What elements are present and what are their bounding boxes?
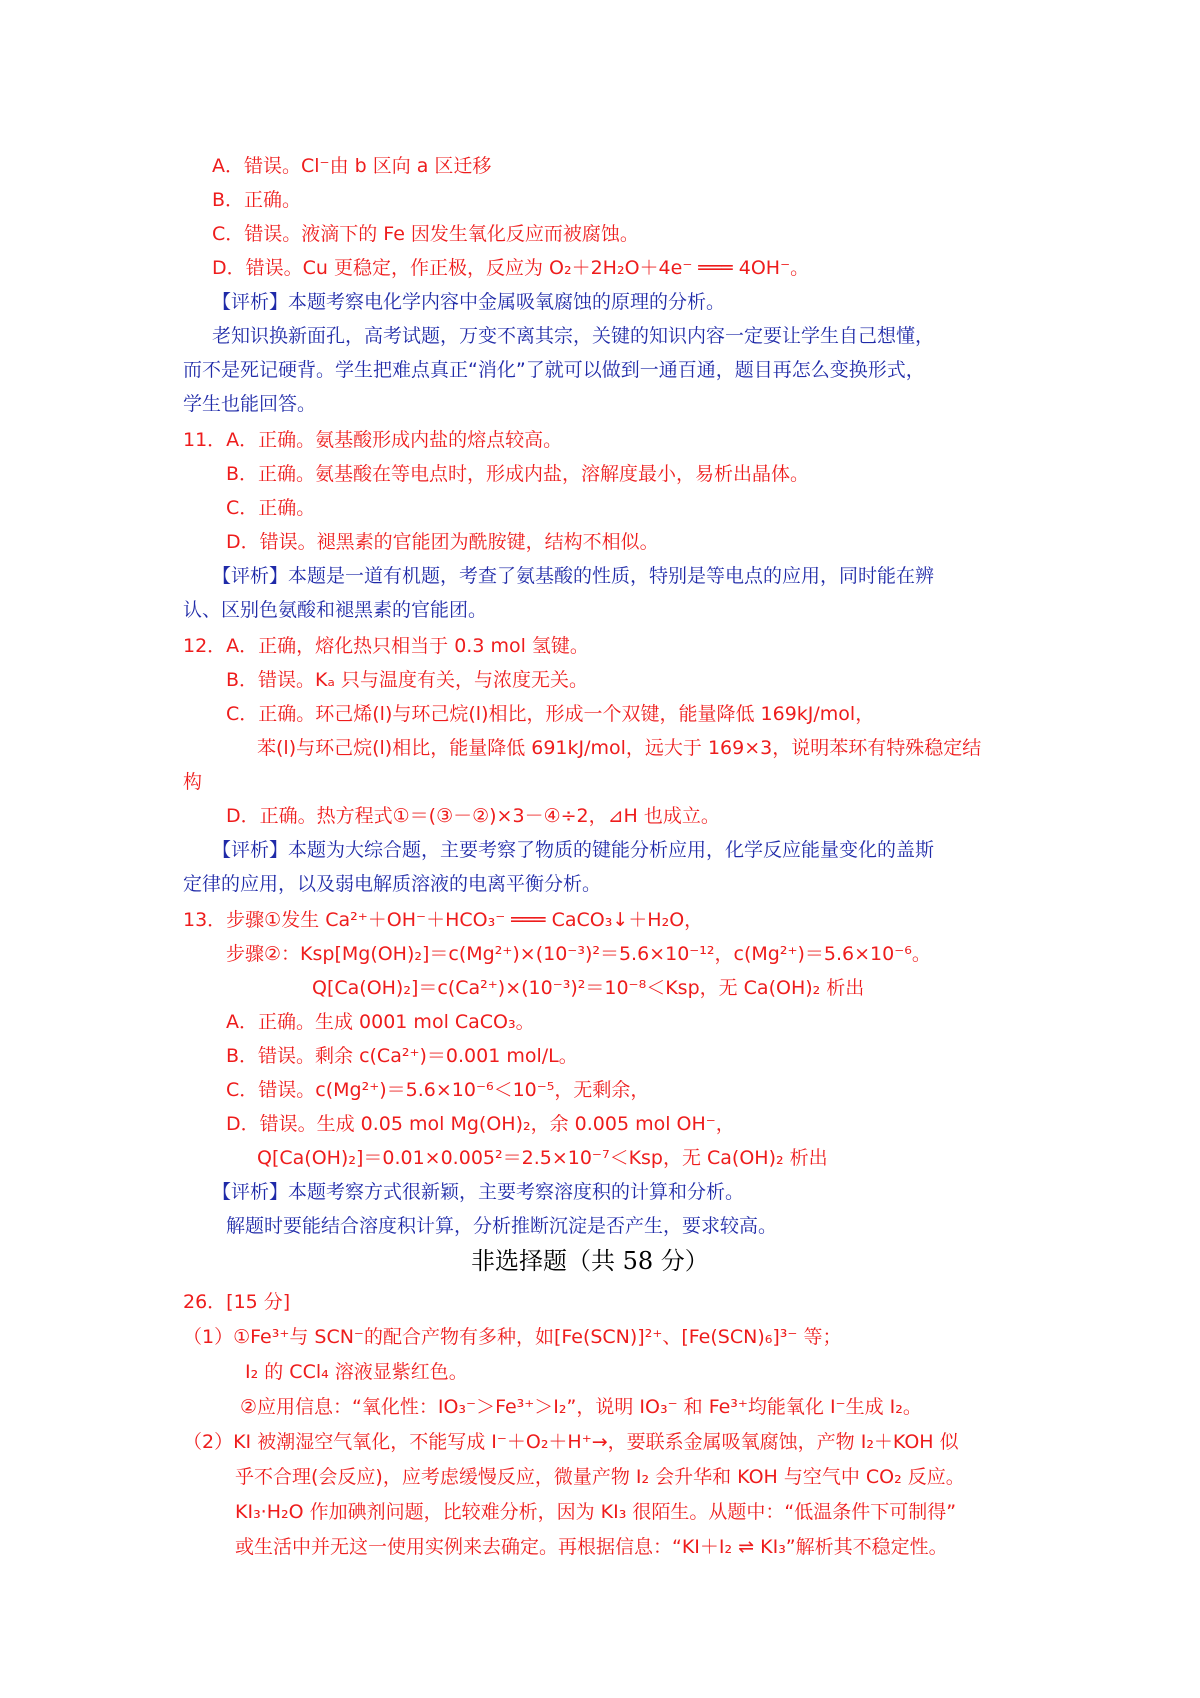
q12-option-a: 12．A．正确，熔化热只相当于 0.3 mol 氢键。 — [183, 635, 589, 657]
q26-part2-cont: 或生活中并无这一使用实例来去确定。再根据信息：“KI＋I₂ ⇌ KI₃”解析其不稳定性。 — [235, 1536, 948, 1558]
q26-part2-cont: KI₃·H₂O 作加碘剂问题，比较难分析，因为 KI₃ 很陌生。从题中：“低温条件下可制得” — [235, 1501, 957, 1523]
q12-commentary: 定律的应用，以及弱电解质溶液的电离平衡分析。 — [183, 873, 602, 895]
q26-part1-cont: I₂ 的 CCl₄ 溶液显紫红色。 — [245, 1361, 468, 1383]
q26-part2: （2）KI 被潮湿空气氧化，不能写成 I⁻＋O₂＋H⁺→，要联系金属吸氧腐蚀，产物 I₂＋KOH 似 — [183, 1431, 959, 1453]
q26-part1: （1）①Fe³⁺与 SCN⁻的配合产物有多种，如[Fe(SCN)]²⁺、[Fe(SCN)₆]³⁻ 等； — [183, 1326, 842, 1348]
q12-option-c-cont: 苯(l)与环己烷(l)相比，能量降低 691kJ/mol，远大于 169×3，说明苯环有特殊稳定结 — [257, 737, 982, 759]
q11-option-c: C．正确。 — [226, 497, 316, 519]
q13-option-b: B．错误。剩余 c(Ca²⁺)＝0.001 mol/L。 — [226, 1045, 578, 1067]
commentary-line: 老知识换新面孔，高考试题，万变不离其宗，关键的知识内容一定要让学生自己想懂， — [212, 325, 935, 347]
option-d-line: D．错误。Cu 更稳定，作正极，反应为 O₂＋2H₂O＋4e⁻ ═══ 4OH⁻。 — [212, 257, 810, 279]
q12-commentary: 【评析】本题为大综合题，主要考察了物质的键能分析应用，化学反应能量变化的盖斯 — [212, 839, 935, 861]
q11-option-b: B．正确。氨基酸在等电点时，形成内盐，溶解度最小，易析出晶体。 — [226, 463, 810, 485]
option-a-line: A．错误。Cl⁻由 b 区向 a 区迁移 — [212, 155, 492, 177]
q26-part2-cont: 乎不合理(会反应)，应考虑缓慢反应，微量产物 I₂ 会升华和 KOH 与空气中 CO₂ 反应。 — [235, 1466, 965, 1488]
commentary-line: 【评析】本题考察电化学内容中金属吸氧腐蚀的原理的分析。 — [212, 291, 726, 313]
q13-step-1: 13．步骤①发生 Ca²⁺＋OH⁻＋HCO₃⁻ ═══ CaCO₃↓＋H₂O， — [183, 909, 704, 931]
q13-option-d-cont: Q[Ca(OH)₂]＝0.01×0.005²＝2.5×10⁻⁷＜Ksp，无 Ca(OH)₂ 析出 — [257, 1147, 828, 1169]
q13-step-2-cont: Q[Ca(OH)₂]＝c(Ca²⁺)×(10⁻³)²＝10⁻⁸＜Ksp，无 Ca(OH)₂ 析出 — [312, 977, 865, 999]
q11-option-a: 11．A．正确。氨基酸形成内盐的熔点较高。 — [183, 429, 563, 451]
q13-option-c: C．错误。c(Mg²⁺)＝5.6×10⁻⁶＜10⁻⁵，无剩余， — [226, 1079, 650, 1101]
q11-commentary: 【评析】本题是一道有机题，考查了氨基酸的性质，特别是等电点的应用，同时能在辨 — [212, 565, 935, 587]
option-c-line: C．错误。液滴下的 Fe 因发生氧化反应而被腐蚀。 — [212, 223, 639, 245]
q26-title: 26．[15 分] — [183, 1291, 291, 1313]
q13-step-2: 步骤②：Ksp[Mg(OH)₂]＝c(Mg²⁺)×(10⁻³)²＝5.6×10⁻¹²，c(Mg²⁺)＝5.6×10⁻⁶。 — [226, 943, 931, 965]
q26-part1-point2: ②应用信息：“氧化性：IO₃⁻＞Fe³⁺＞I₂”，说明 IO₃⁻ 和 Fe³⁺均能氧化 I⁻生成 I₂。 — [240, 1396, 922, 1418]
q13-option-a: A．正确。生成 0001 mol CaCO₃。 — [226, 1011, 535, 1033]
q12-option-c-cont: 构 — [183, 771, 203, 793]
commentary-line: 学生也能回答。 — [183, 393, 317, 415]
commentary-line: 而不是死记硬背。学生把难点真正“消化”了就可以做到一通百通，题目再怎么变换形式， — [183, 359, 925, 381]
q12-option-d: D．正确。热方程式①＝(③－②)×3－④÷2，⊿H 也成立。 — [226, 805, 720, 827]
option-b-line: B．正确。 — [212, 189, 302, 211]
q13-commentary: 【评析】本题考察方式很新颖，主要考察溶度积的计算和分析。 — [212, 1181, 745, 1203]
q12-option-b: B．错误。Kₐ 只与温度有关，与浓度无关。 — [226, 669, 588, 691]
q13-option-d: D．错误。生成 0.05 mol Mg(OH)₂，余 0.005 mol OH⁻， — [226, 1113, 735, 1135]
q12-option-c: C．正确。环己烯(l)与环己烷(l)相比，形成一个双键，能量降低 169kJ/mol， — [226, 703, 875, 725]
q11-commentary: 认、区别色氨酸和褪黑素的官能团。 — [183, 599, 488, 621]
q11-option-d: D．错误。褪黑素的官能团为酰胺键，结构不相似。 — [226, 531, 659, 553]
q13-commentary: 解题时要能结合溶度积计算，分析推断沉淀是否产生，要求较高。 — [226, 1215, 778, 1237]
section-heading: 非选择题（共 58 分） — [471, 1247, 709, 1275]
